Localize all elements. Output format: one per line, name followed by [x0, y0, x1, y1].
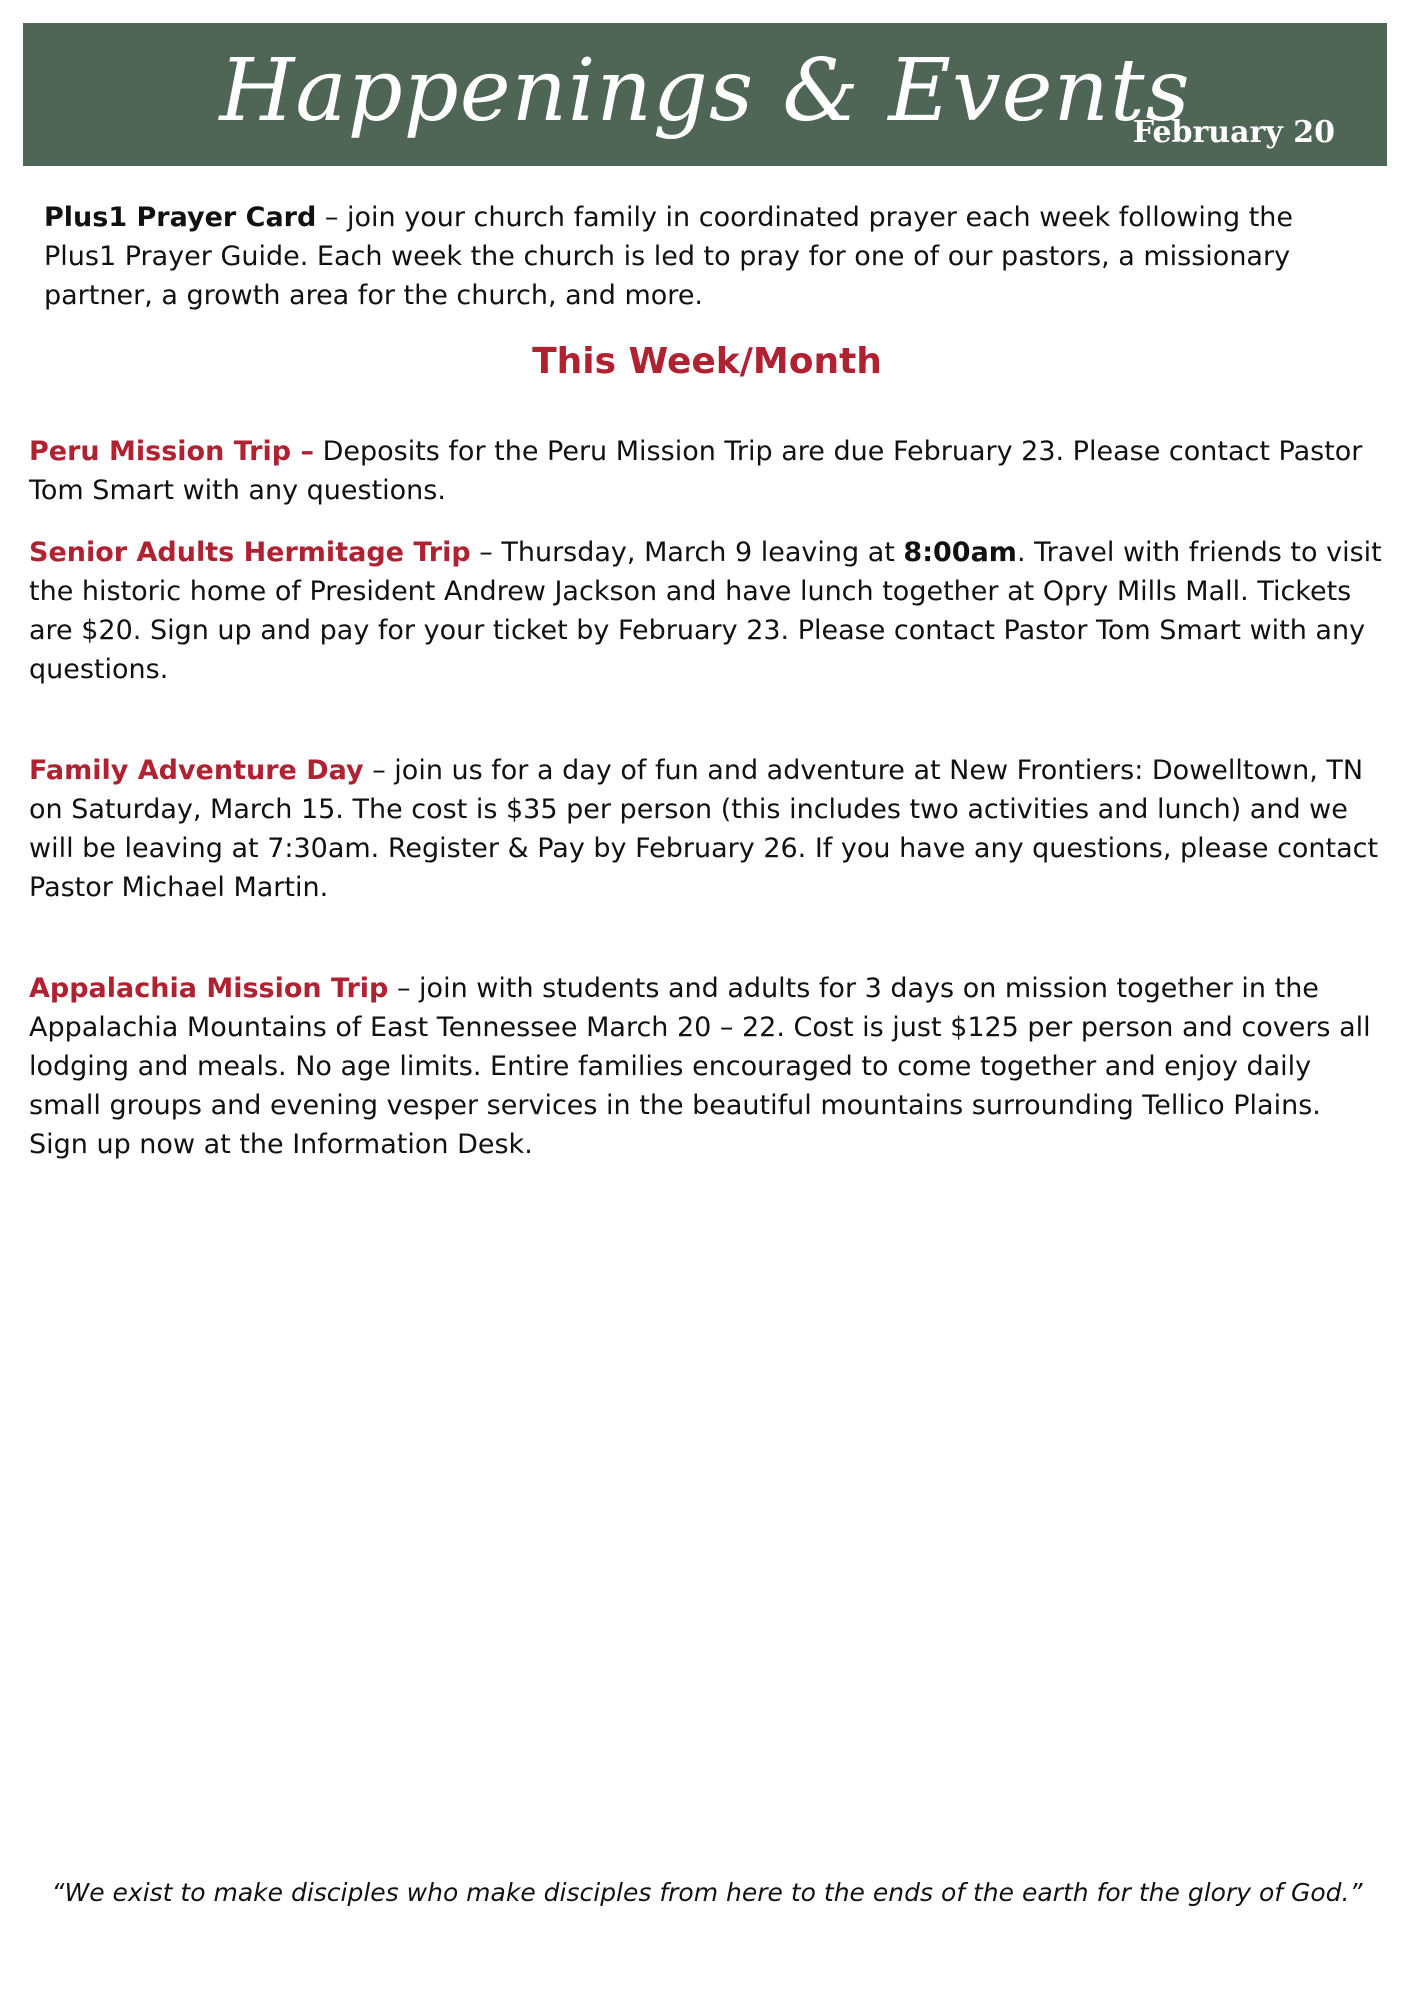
- event-signup-note: Sign up now at the Information Desk.: [29, 1129, 533, 1160]
- event-title: Peru Mission Trip –: [29, 436, 314, 467]
- event-family-adventure-day: [29, 751, 1391, 907]
- event-description: – join with students and adults for 3 days on mission together in the Appalachia Mountains of East Tennessee March 20 – 22. Cost is just $125 per person and covers all lodging and meals. No age limits. Entire families encouraged to come together and enjoy daily small groups and evening vesper services in the beautiful mountains surrounding Tellico Plains.: [29, 973, 1371, 1121]
- events-list: [29, 432, 1391, 1164]
- event-appalachia-mission-trip: [29, 969, 1391, 1164]
- event-title: Appalachia Mission Trip: [29, 973, 389, 1004]
- event-peru-mission-trip: [29, 432, 1391, 510]
- event-title: Family Adventure Day: [29, 755, 364, 786]
- event-senior-adults-trip: [29, 533, 1391, 689]
- issue-date: February 20: [1132, 115, 1335, 150]
- event-description: – Thursday, March 9 leaving at: [470, 537, 904, 568]
- event-title: Senior Adults Hermitage Trip: [29, 537, 471, 568]
- event-description-continued: . Travel with friends to visit the historic home of President Andrew Jackson and have lunch together at Opry Mills Mall. Tickets are $20. Sign up and pay for your ticket by February 23. Please contact Pastor Tom Smart with any questions.: [29, 537, 1382, 685]
- prayer-card-text: – join your church family in coordinated prayer each week following the Plus1 Prayer Guide. Each week the church is led to pray for one of our pastors, a missionary partner, a growth area for the church, and more.: [44, 202, 1294, 311]
- event-description: – join us for a day of fun and adventure at New Frontiers: Dowelltown, TN on Saturday, March 15. The cost is $35 per person (this includes two activities and lunch) and we will be leaving at 7:30am. Register & Pay by February 26. If you have any questions, please contact Pastor Michael Martin.: [29, 755, 1379, 903]
- event-time: 8:00am: [903, 537, 1017, 568]
- prayer-card-title: Plus1 Prayer Card: [44, 202, 317, 233]
- page-title: Happenings & Events: [219, 41, 1191, 141]
- mission-statement: “We exist to make disciples who make disciples from here to the ends of the earth for the glory of God.”: [51, 1878, 1363, 1907]
- header-banner: [23, 23, 1387, 166]
- event-description: Deposits for the Peru Mission Trip are due February 23. Please contact Pastor Tom Smart with any questions.: [29, 436, 1363, 506]
- prayer-card-paragraph: [44, 198, 1344, 315]
- section-heading: This Week/Month: [532, 341, 882, 382]
